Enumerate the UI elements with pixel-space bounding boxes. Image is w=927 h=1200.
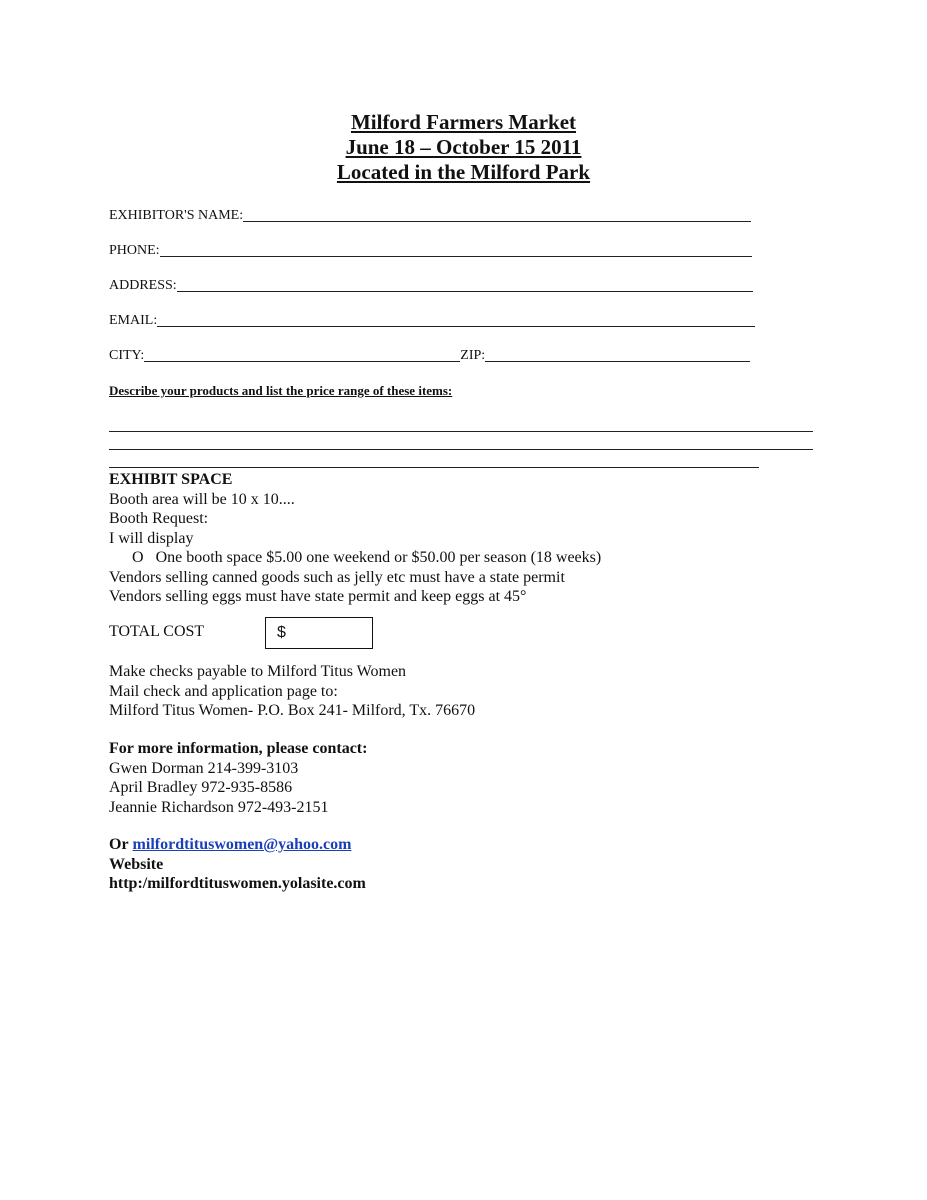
payment-section (109, 662, 475, 721)
contact-person: Gwen Dorman 214-399-3103 (109, 759, 299, 777)
address-line[interactable] (177, 291, 753, 292)
exhibitor-name-label: EXHIBITOR'S NAME: (109, 208, 244, 223)
booth-option[interactable] (109, 548, 601, 568)
exhibit-space-heading: EXHIBIT SPACE (109, 471, 233, 488)
will-display-text: I will display (109, 529, 194, 547)
phone-label: PHONE: (109, 243, 160, 258)
description-line-1[interactable] (109, 431, 813, 432)
phone-field[interactable] (109, 242, 752, 260)
online-contact-section (109, 835, 366, 894)
dollar-sign: $ (277, 624, 286, 641)
contact-email-link[interactable]: milfordtituswomen@yahoo.com (132, 836, 352, 853)
market-title: Milford Farmers Market (350, 110, 577, 134)
booth-request-text: Booth Request: (109, 510, 209, 527)
zip-label: ZIP: (460, 348, 486, 363)
option-radio-marker[interactable]: O (132, 549, 144, 566)
city-zip-field[interactable] (109, 347, 750, 365)
email-line[interactable] (157, 326, 755, 327)
market-location: Located in the Milford Park (336, 160, 591, 184)
phone-line[interactable] (160, 256, 752, 257)
website-label: Website (109, 855, 164, 873)
email-field[interactable] (109, 312, 755, 330)
exhibitor-name-field[interactable] (109, 207, 751, 225)
booth-area-text: Booth area will be 10 x 10.... (109, 490, 295, 508)
or-label: Or (109, 836, 129, 853)
description-line-2[interactable] (109, 449, 813, 450)
exhibitor-name-line[interactable] (243, 221, 751, 222)
total-cost-label: TOTAL COST (109, 623, 205, 640)
eggs-note: Vendors selling eggs must have state permit and keep eggs at 45° (109, 588, 527, 605)
checks-payable-text: Make checks payable to Milford Titus Women (109, 663, 407, 680)
contact-section (109, 739, 367, 817)
contact-person: April Bradley 972-935-8586 (109, 779, 293, 796)
market-dates: June 18 – October 15 2011 (345, 135, 582, 159)
contact-person: Jeannie Richardson 972-493-2151 (109, 798, 329, 816)
address-label: ADDRESS: (109, 278, 177, 293)
mail-check-text: Mail check and application page to: (109, 682, 338, 700)
city-label: CITY: (109, 348, 145, 363)
zip-line[interactable] (485, 361, 750, 362)
contact-heading: For more information, please contact: (109, 740, 368, 757)
website-url: http:/milfordtituswomen.yolasite.com (109, 875, 366, 892)
total-cost-box[interactable] (265, 617, 373, 649)
exhibit-space-section (109, 470, 601, 607)
email-label: EMAIL: (109, 313, 158, 328)
booth-option-text: One booth space $5.00 one weekend or $50.00 per season (18 weeks) (155, 549, 602, 566)
describe-products-prompt: Describe your products and list the price range of these items: (109, 383, 453, 398)
form-title-block (0, 110, 927, 185)
canned-goods-note: Vendors selling canned goods such as jelly etc must have a state permit (109, 568, 565, 586)
description-line-3[interactable] (109, 467, 759, 468)
mailing-address: Milford Titus Women- P.O. Box 241- Milford, Tx. 76670 (109, 702, 476, 719)
address-field[interactable] (109, 277, 753, 295)
city-line[interactable] (144, 361, 460, 362)
